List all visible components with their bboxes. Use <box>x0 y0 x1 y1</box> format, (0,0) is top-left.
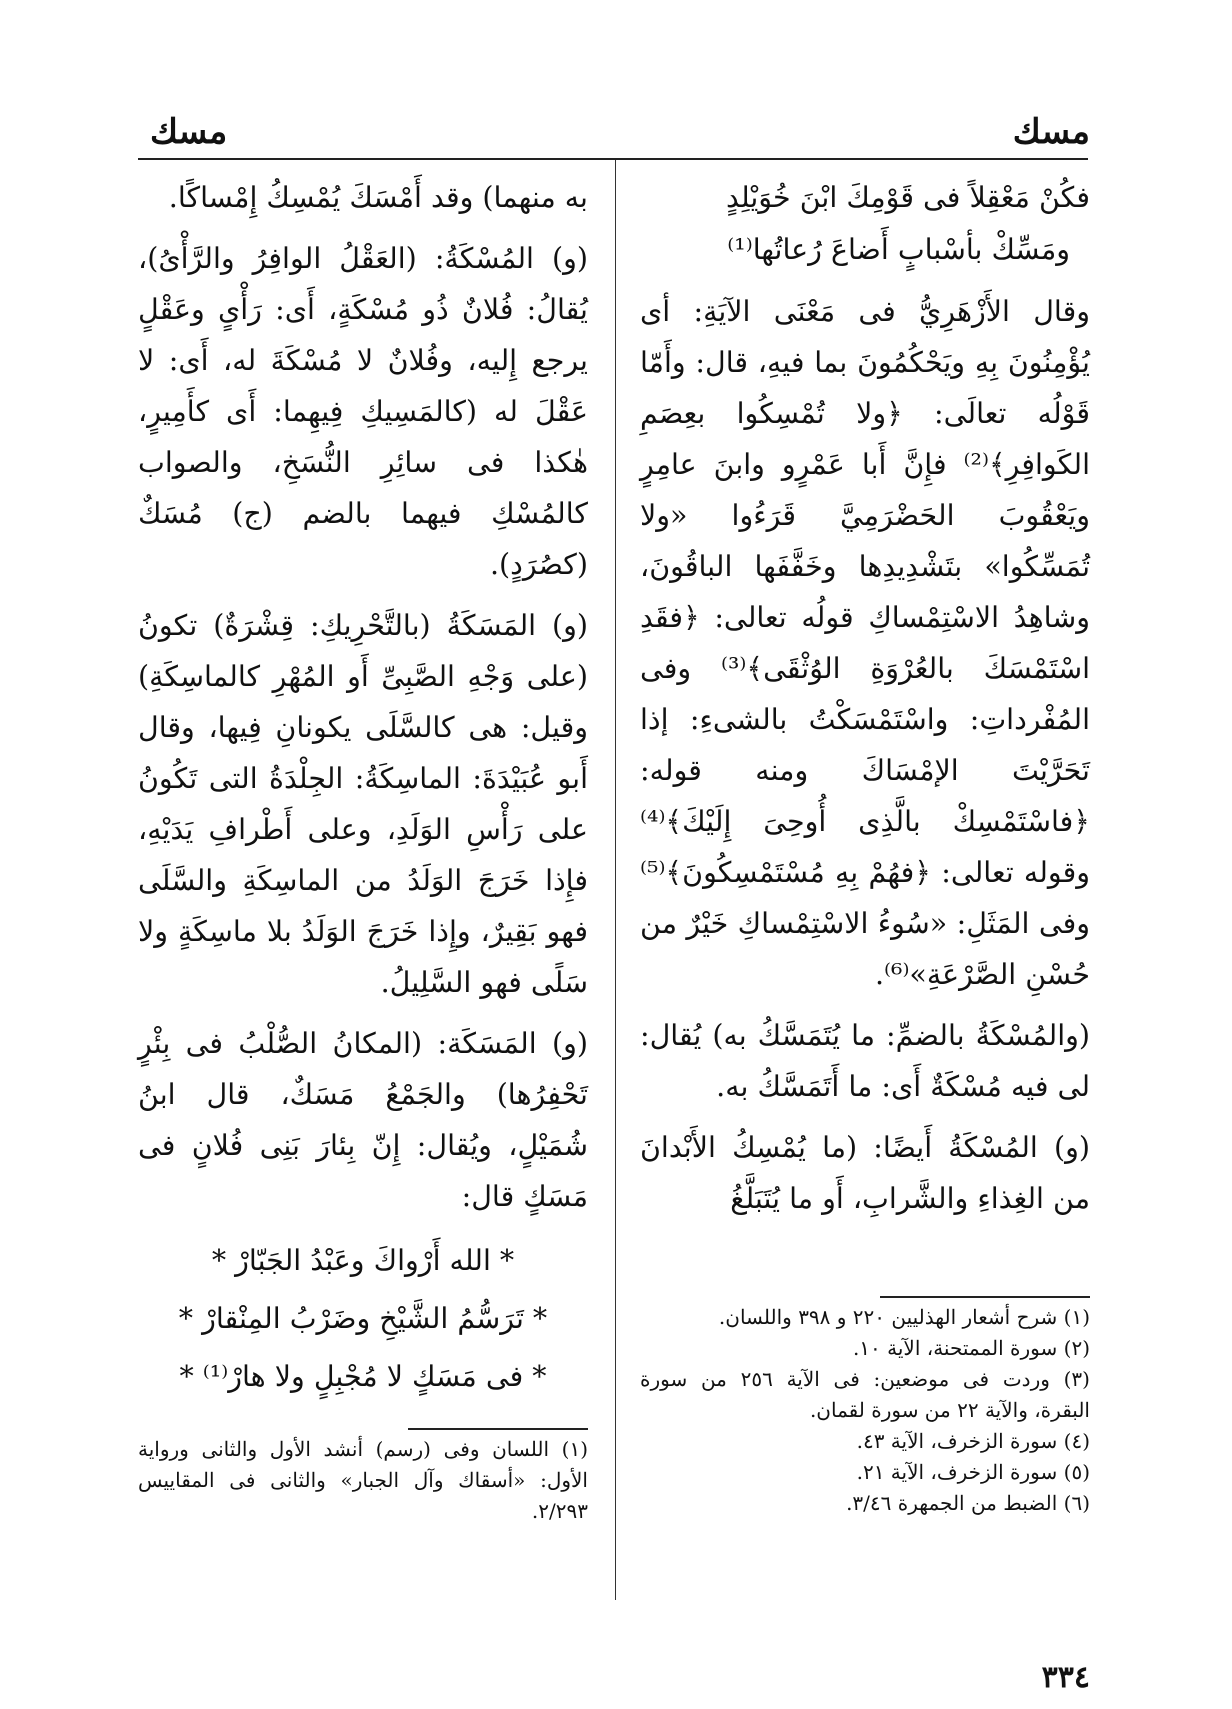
paragraph: به منهما) وقد أَمْسَكَ يُمْسِكُ إِمْساكًا. <box>168 181 588 214</box>
left-column <box>138 172 588 1406</box>
verse-line: * تَرَسُّمُ الشَّيْخِ وضَرْبُ المِنْقارْ * <box>178 1302 548 1335</box>
paragraph: (و) المَسَكَةُ (بالتَّحْرِيكِ: قِشْرَةٌ) تكونُ (على وَجْهِ الصَّبِىِّ أَو المُهْرِ كالماسِكَةِ) وقيل: هى كالسَّلَى يكونانِ فِيها، وقال أَبو عُبَيْدَةَ: الماسِكَةُ: الجِلْدَةُ التى تَكُونُ على رَأْسِ الوَلَدِ، وعلى أَطْرافِ يَدَيْهِ، فإِذا خَرَجَ الوَلَدُ من الماسِكَةِ والسَّلَى فهو بَقِيرٌ، وإِذا خَرَجَ الوَلَدُ بلا ماسِكَةٍ ولا سَلًى فهو السَّلِيلُ. <box>138 609 588 999</box>
verse-line: * فى مَسَكٍ لا مُجْبِلٍ ولا هارْ⁽¹⁾ * <box>179 1360 547 1393</box>
footnote: (٣) وردت فى موضعين: فى الآية ٢٥٦ من سورة البقرة، والآية ٢٢ من سورة لقمان. <box>640 1367 1090 1422</box>
footnote: (١) شرح أشعار الهذليين ٢٢٠ و ٣٩٨ واللسان. <box>718 1305 1090 1329</box>
paragraph: وقال الأَزْهَرِيُّ فى مَعْنَى الآيَةِ: أى يُؤْمِنُونَ بِهِ ويَحْكُمُونَ بما فيهِ، قال: وأَمّا قَوْلُه تعالَى: ﴿ولا تُمْسِكُوا بعِصَمِ الكَوافِرِ﴾⁽²⁾ فإِنَّ أَبا عَمْرٍو وابنَ عامِرٍ ويَعْقُوبَ الحَضْرَمِيَّ قَرَءُوا «ولا تُمَسِّكُوا» بتَشْدِيدِها وخَفَّفَها الباقُونَ، وشاهِدُ الاسْتِمْساكِ قولُه تعالى: ﴿فقَدِ اسْتَمْسَكَ بالعُرْوَةِ الوُثْقَى﴾⁽³⁾ وفى المُفْرداتِ: واسْتَمْسَكْتُ بالشىءِ: إذا تَحَرَّيْتَ الإمْسَاكَ ومنه قوله: ﴿فاسْتَمْسِكْ بالَّذِى أُوحِىَ إِلَيْكَ﴾⁽⁴⁾ وقوله تعالى: ﴿فهُمْ بِهِ مُسْتَمْسِكُونَ﴾⁽⁵⁾ وفى المَثَلِ: «سُوءُ الاسْتِمْساكِ خَيْرٌ من حُسْنِ الصَّرْعَةِ»⁽⁶⁾. <box>640 295 1090 991</box>
verse-line: * الله أَرْواكَ وعَبْدُ الجَبّارْ * <box>211 1244 515 1277</box>
paragraph: (والمُسْكَةُ بالضمِّ: ما يُتَمَسَّكُ به) يُقال: لى فيه مُسْكَةٌ أَى: ما أَتَمَسَّكُ به. <box>640 1019 1090 1103</box>
footnotes-left <box>138 1434 588 1527</box>
right-column <box>640 172 1090 1234</box>
running-head-left: مسك <box>150 112 228 152</box>
column-divider <box>615 160 616 1600</box>
footnote-rule-right <box>880 1296 1090 1298</box>
footnote: (٦) الضبط من الجمهرة ٣/٤٦. <box>846 1491 1090 1515</box>
paragraph: (و) المَسَكَة: (المكانُ الصُّلْبُ فى بِئْرٍ تَحْفِرُها) والجَمْعُ مَسَكٌ، قال ابنُ شُمَيْلٍ، ويُقال: إِنّ بِئارَ بَنِى فُلانٍ فى مَسَكٍ قال: <box>138 1027 588 1213</box>
running-head-right: مسك <box>1012 112 1090 152</box>
header-rule <box>138 158 1088 160</box>
paragraph: (و) المُسْكَةُ: (العَقْلُ الوافِرُ والرَّأْىُ)، يُقالُ: فُلانٌ ذُو مُسْكَةٍ، أَى: رَأْىٍ وعَقْلٍ يرجع إِليه، وفُلانٌ لا مُسْكَةَ له، أَى: لا عَقْلَ له (كالمَسِيكِ فِيهِما: أَى كأَمِيرٍ، هٰكذا فى سائِرِ النُّسَخِ، والصواب كالمُسْكِ فيهما بالضم (ج) مُسَكٌ (كصُرَدٍ). <box>138 242 588 581</box>
page-number: ٣٣٤ <box>1041 1660 1090 1695</box>
footnote: (١) اللسان وفى (رسم) أنشد الأول والثانى ورواية الأول: «أسقاك وآل الجبار» والثانى فى المقاييس ٢/٢٩٣. <box>138 1437 588 1523</box>
footnote-rule-left <box>408 1428 588 1430</box>
paragraph: (و) المُسْكَةُ أَيضًا: (ما يُمْسِكُ الأَبْدانَ من الغِذاءِ والشَّرابِ، أَو ما يُتَبَلَّغُ <box>640 1131 1090 1215</box>
footnotes-right <box>640 1302 1090 1519</box>
footnote: (٥) سورة الزخرف، الآية ٢١. <box>856 1460 1090 1484</box>
verse-line: فكُنْ مَعْقِلاً فى قَوْمِكَ ابْنَ خُوَيْلِدٍ <box>725 181 1090 214</box>
verse-line: ومَسِّكْ بأسْبابٍ أَضاعَ رُعاتُها⁽¹⁾ <box>727 233 1070 266</box>
footnote: (٢) سورة الممتحنة، الآية ١٠. <box>852 1336 1090 1360</box>
footnote: (٤) سورة الزخرف، الآية ٤٣. <box>856 1429 1090 1453</box>
